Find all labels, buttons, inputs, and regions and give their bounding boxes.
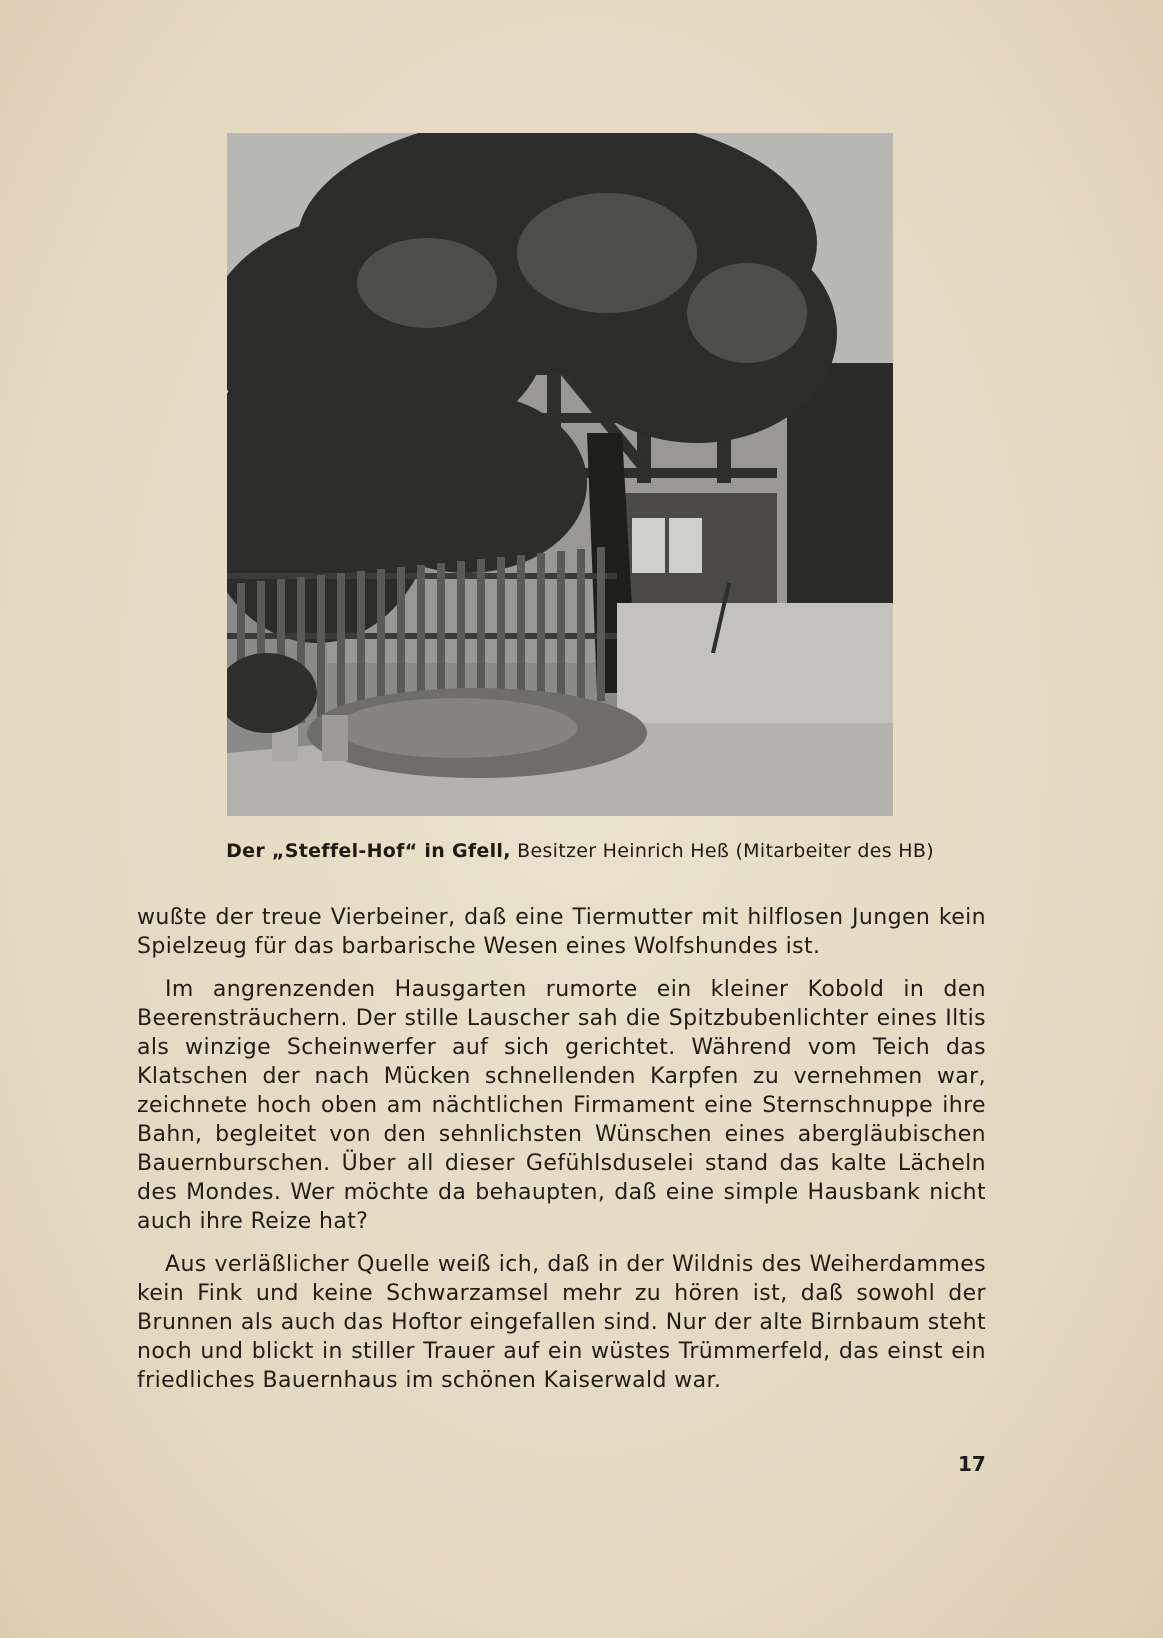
- caption-regular: Besitzer Heinrich Heß (Mitarbeiter des HB): [517, 840, 934, 862]
- page-number: 17: [958, 1452, 986, 1476]
- photo-illustration: [227, 133, 893, 816]
- caption-bold: Der „Steffel-Hof“ in Gfell,: [226, 840, 511, 862]
- photo-caption: [140, 840, 1020, 862]
- body-text: [137, 903, 986, 1409]
- paragraph-3: Aus verläßlicher Quelle weiß ich, daß in der Wildnis des Weiherdammes kein Fink und keine Schwarzamsel mehr zu hören ist, daß sowohl der Brunnen als auch das Hoftor eingefallen sind. Nur der alte Birnbaum steht noch und blickt in stiller Trauer auf ein wüstes Trümmerfeld, das einst ein friedliches Bauernhaus im schönen Kaiserwald war.: [137, 1252, 986, 1393]
- paragraph-2: Im angrenzenden Hausgarten rumorte ein kleiner Kobold in den Beerensträuchern. Der stille Lauscher sah die Spitzbubenlichter eines Iltis als winzige Scheinwerfer auf sich gerichtet. Während vom Teich das Klatschen der nach Mücken schnellenden Karpfen zu vernehmen war, zeichnete hoch oben am nächtlichen Firmament eine Sternschnuppe ihre Bahn, begleitet von den sehnlichsten Wünschen eines abergläubischen Bauernburschen. Über all dieser Gefühlsduselei stand das kalte Lächeln des Mondes. Wer möchte da behaupten, daß eine simple Hausbank nicht auch ihre Reize hat?: [137, 977, 986, 1234]
- farmhouse-photo: [227, 133, 893, 816]
- paragraph-1: wußte der treue Vierbeiner, daß eine Tiermutter mit hilflosen Jungen kein Spielzeug für das barbarische Wesen eines Wolfshundes ist.: [137, 905, 986, 959]
